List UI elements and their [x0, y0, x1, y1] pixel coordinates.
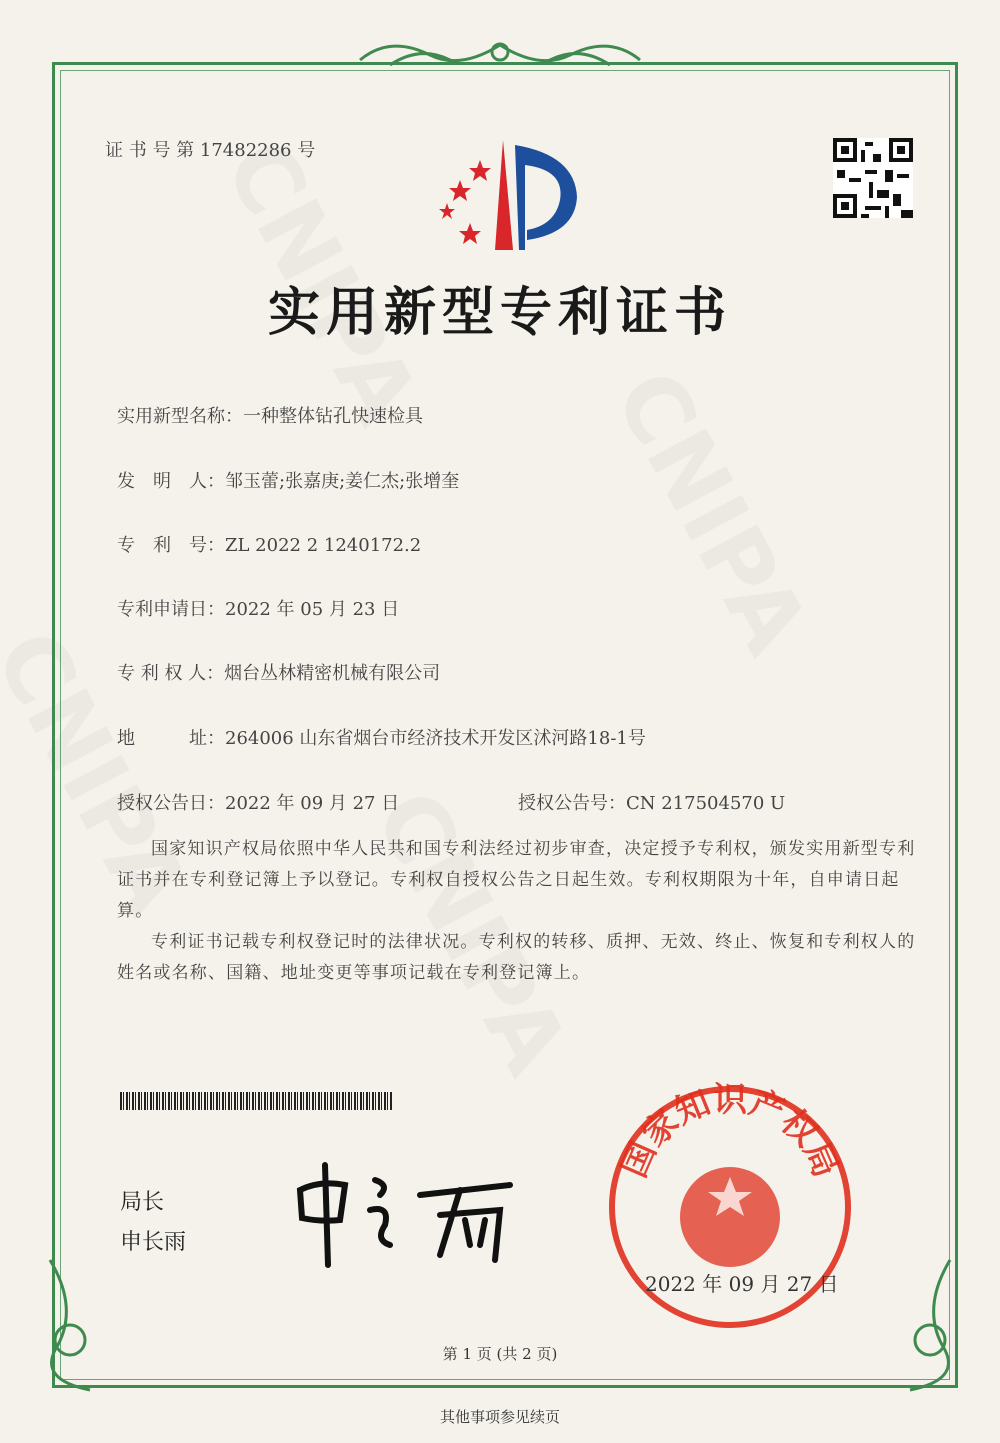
corner-ornament-left [30, 1250, 120, 1400]
qr-code [833, 138, 913, 218]
field-value: 2022 年 05 月 23 日 [225, 599, 400, 620]
field-value: 邹玉蕾;张嘉庚;姜仁杰;张增奎 [225, 471, 460, 492]
field-patent-number: 专 利 号：ZL 2022 2 1240172.2 [117, 535, 422, 556]
field-value: 一种整体钻孔快速检具 [243, 406, 423, 427]
field-utility-model-name: 实用新型名称：一种整体钻孔快速检具 [117, 406, 423, 427]
field-address: 地 址：264006 山东省烟台市经济技术开发区沭河路18-1号 [117, 728, 646, 749]
field-patentee: 专 利 权 人：烟台丛林精密机械有限公司 [117, 663, 441, 684]
field-inventors: 发 明 人：邹玉蕾;张嘉庚;姜仁杰;张增奎 [117, 471, 460, 492]
cnipa-logo [425, 135, 585, 255]
corner-ornament-right [880, 1250, 970, 1400]
certificate-title: 实用新型专利证书 [267, 282, 732, 343]
field-value: 264006 山东省烟台市经济技术开发区沭河路18-1号 [225, 728, 646, 749]
field-application-date: 专利申请日：2022 年 05 月 23 日 [117, 599, 400, 620]
certificate-number: 证 书 号 第 17482286 号 [105, 140, 316, 161]
seal-date: 2022 年 09 月 27 日 [645, 1272, 839, 1296]
legal-paragraph-1: 国家知识产权局依照中华人民共和国专利法经过初步审查，决定授予专利权，颁发实用新型专利证书并在专利登记簿上予以登记。专利权自授权公告之日起生效。专利权期限为十年，自申请日起算。 [117, 839, 916, 921]
continuation-note: 其他事项参见续页 [439, 1408, 560, 1426]
legal-paragraph-2: 专利证书记载专利权登记时的法律状况。专利权的转移、质押、无效、终止、恢复和专利权人的姓名或名称、国籍、地址变更等事项记载在专利登记簿上。 [117, 932, 916, 983]
barcode [120, 1092, 392, 1110]
handwritten-signature [290, 1160, 530, 1270]
field-grant-date: 授权公告日：2022 年 09 月 27 日 [117, 793, 400, 814]
field-value: ZL 2022 2 1240172.2 [225, 535, 422, 556]
field-value: CN 217504570 U [626, 793, 786, 814]
seal-text: 国家知识产权局 [614, 1082, 846, 1184]
field-value: 2022 年 09 月 27 日 [225, 793, 400, 814]
top-ornament [350, 30, 650, 80]
signatory-name: 申长雨 [120, 1230, 187, 1255]
page-indicator: 第 1 页 (共 2 页) [442, 1345, 558, 1363]
signatory-title: 局长 [120, 1190, 165, 1215]
field-announcement-number: 授权公告号：CN 217504570 U [518, 793, 786, 814]
field-value: 烟台丛林精密机械有限公司 [224, 663, 441, 684]
